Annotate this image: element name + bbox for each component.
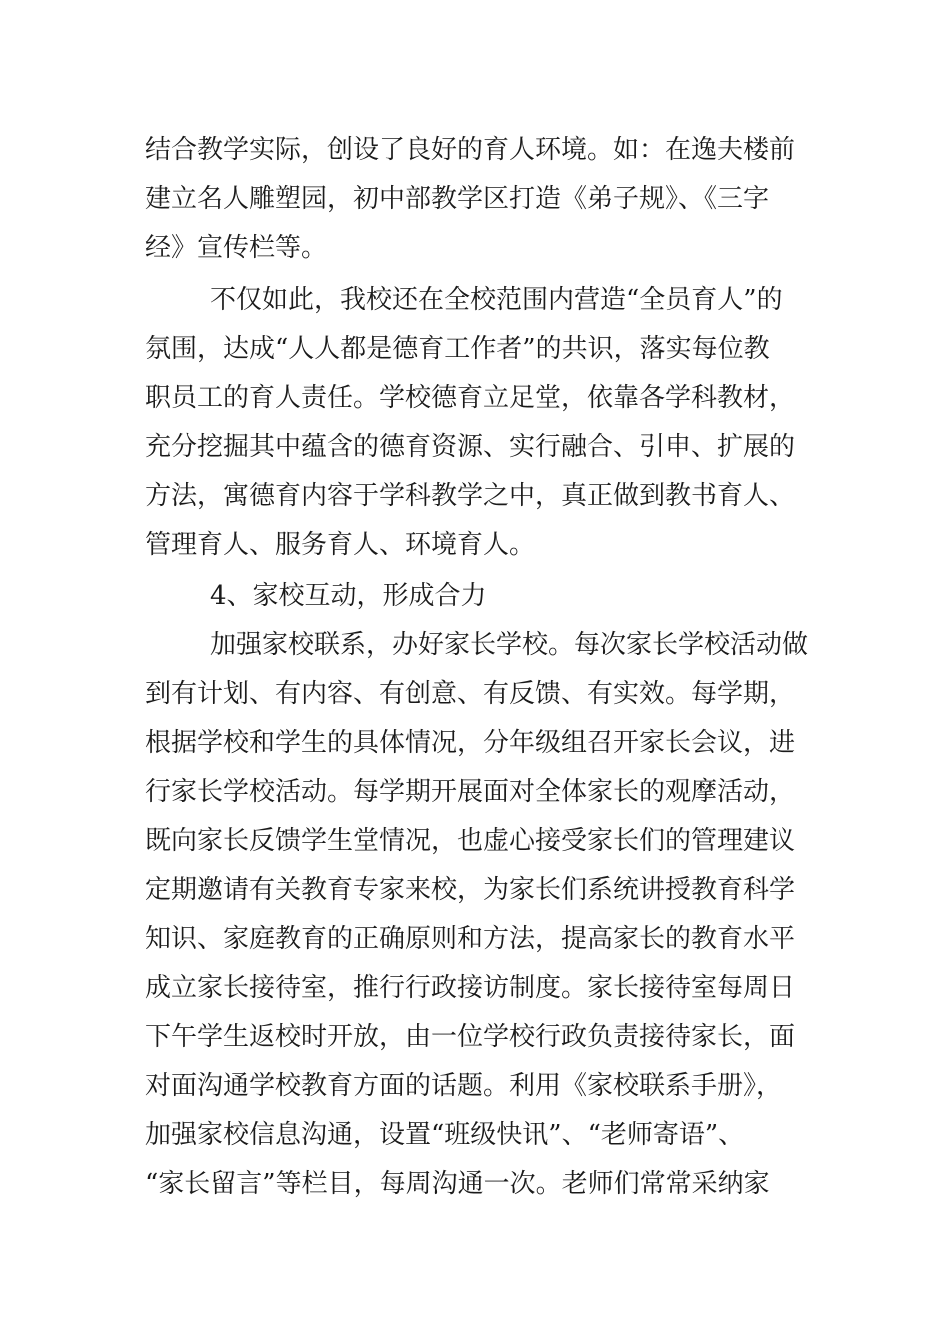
text-line: 下午学生返校时开放，由一位学校行政负责接待家长，面 [145, 1022, 796, 1052]
text-line: 建立名人雕塑园，初中部教学区打造《弟子规》、《三字 [145, 184, 770, 214]
text-line: 根据学校和学生的具体情况，分年级组召开家长会议，进 [145, 728, 796, 758]
section-heading: 4、家校互动，形成合力 [210, 581, 487, 611]
text-line: 结合教学实际，创设了良好的育人环境。如：在逸夫楼前 [145, 135, 796, 165]
text-line: 知识、家庭教育的正确原则和方法，提高家长的教育水平 [145, 924, 796, 954]
text-line: 既向家长反馈学生堂情况，也虚心接受家长们的管理建议 [145, 826, 796, 856]
paragraph-start-line: 不仅如此，我校还在全校范围内营造“全员育人”的 [210, 285, 783, 315]
text-line: “家长留言”等栏目，每周沟通一次。老师们常常采纳家 [145, 1169, 770, 1199]
text-line: 管理育人、服务育人、环境育人。 [145, 530, 536, 560]
text-line: 定期邀请有关教育专家来校，为家长们系统讲授教育科学 [145, 875, 796, 905]
text-line: 经》宣传栏等。 [145, 233, 328, 263]
text-line: 成立家长接待室，推行行政接访制度。家长接待室每周日 [145, 973, 796, 1003]
text-line: 充分挖掘其中蕴含的德育资源、实行融合、引申、扩展的 [145, 432, 796, 462]
paragraph-start-line: 加强家校联系，办好家长学校。每次家长学校活动做 [210, 630, 809, 660]
text-line: 职员工的育人责任。学校德育立足堂，依靠各学科教材， [145, 383, 796, 413]
text-line: 到有计划、有内容、有创意、有反馈、有实效。每学期， [145, 679, 796, 709]
text-line: 行家长学校活动。每学期开展面对全体家长的观摩活动， [145, 777, 796, 807]
text-line: 方法，寓德育内容于学科教学之中，真正做到教书育人、 [145, 481, 796, 511]
text-line: 加强家校信息沟通，设置“班级快讯”、“老师寄语”、 [145, 1120, 745, 1150]
text-line: 氛围，达成“人人都是德育工作者”的共识，落实每位教 [145, 334, 770, 364]
text-line: 对面沟通学校教育方面的话题。利用《家校联系手册》， [145, 1071, 783, 1101]
